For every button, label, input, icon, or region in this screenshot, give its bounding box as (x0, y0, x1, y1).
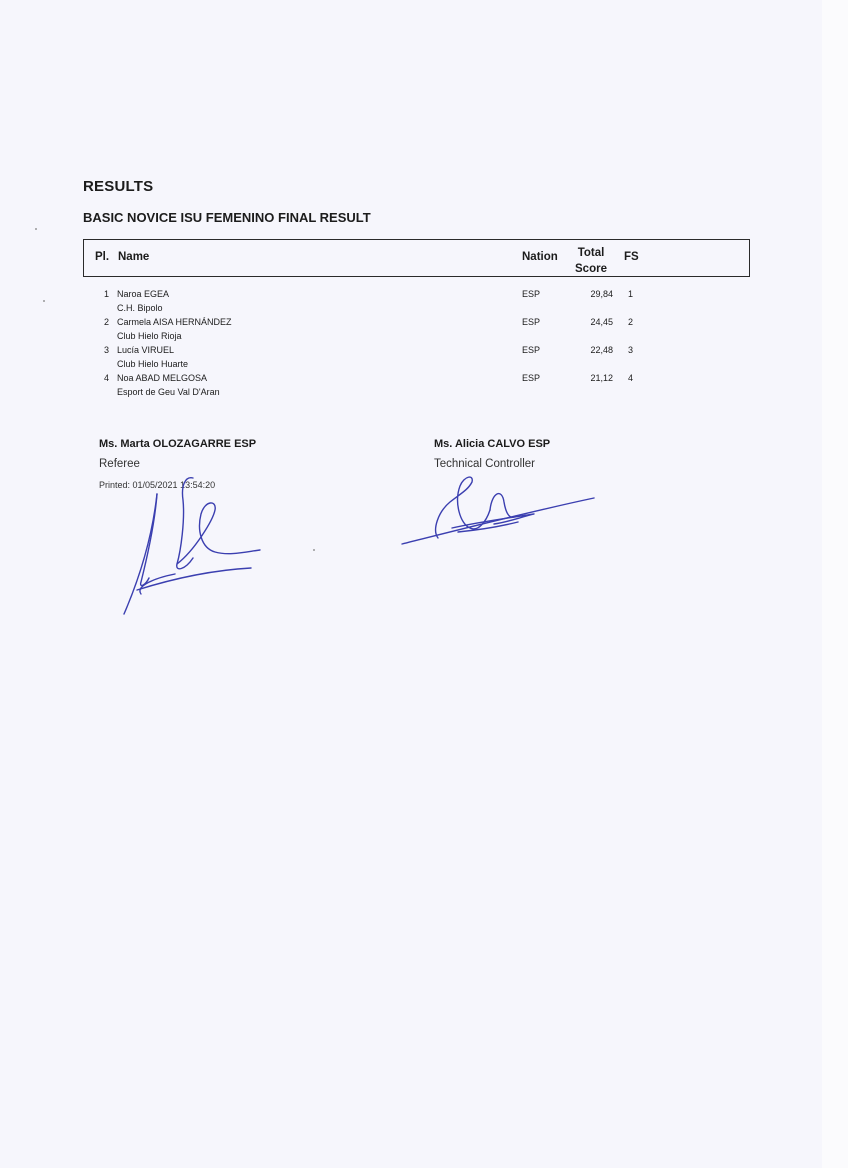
row-fs: 4 (628, 373, 634, 383)
technical-controller-signature (398, 472, 598, 552)
row-placement: 2 (103, 317, 109, 327)
header-total-score (574, 245, 608, 277)
official-technical-controller (434, 438, 550, 470)
header-placement: Pl. (95, 251, 110, 263)
row-fs: 1 (628, 289, 634, 299)
row-total-score: 24,45 (590, 317, 613, 327)
official-referee (99, 438, 256, 470)
table-row (83, 287, 750, 315)
page-title: RESULTS (83, 178, 154, 195)
header-total-line2: Score (575, 263, 607, 275)
row-club: Club Hielo Rioja (117, 331, 182, 341)
header-fs: FS (624, 251, 639, 263)
row-club: C.H. Bipolo (117, 303, 163, 313)
header-name: Name (118, 251, 150, 263)
official-role: Referee (99, 458, 140, 470)
scan-speck (43, 300, 45, 302)
row-skater-name: Naroa EGEA (117, 289, 170, 299)
row-nation: ESP (522, 317, 541, 327)
official-role: Technical Controller (434, 458, 535, 470)
row-total-score: 22,48 (590, 345, 613, 355)
row-skater-name: Noa ABAD MELGOSA (117, 373, 208, 383)
row-fs: 3 (628, 345, 634, 355)
header-total-line1: Total (577, 247, 605, 259)
scan-edge (822, 0, 848, 1168)
results-table-body (83, 287, 750, 399)
row-placement: 1 (103, 289, 109, 299)
official-name: Ms. Marta OLOZAGARRE ESP (99, 438, 257, 450)
header-nation: Nation (522, 251, 558, 263)
printed-timestamp: Printed: 01/05/2021 13:54:20 (99, 480, 216, 490)
row-placement: 3 (103, 345, 109, 355)
row-fs: 2 (628, 317, 634, 327)
scan-speck (35, 228, 37, 230)
row-total-score: 29,84 (590, 289, 613, 299)
row-skater-name: Carmela AISA HERNÁNDEZ (117, 317, 232, 327)
table-row (83, 315, 750, 343)
row-total-score: 21,12 (590, 373, 613, 383)
row-placement: 4 (103, 373, 109, 383)
row-nation: ESP (522, 289, 541, 299)
row-skater-name: Lucía VIRUEL (117, 345, 175, 355)
table-row (83, 371, 750, 399)
official-name: Ms. Alicia CALVO ESP (434, 438, 551, 450)
row-nation: ESP (522, 345, 541, 355)
row-nation: ESP (522, 373, 541, 383)
referee-signature (115, 470, 275, 620)
results-table-header (83, 239, 750, 277)
page-subtitle: BASIC NOVICE ISU FEMENINO FINAL RESULT (83, 210, 371, 225)
row-club: Club Hielo Huarte (117, 359, 189, 369)
scan-speck (313, 549, 315, 551)
table-row (83, 343, 750, 371)
row-club: Esport de Geu Val D'Aran (117, 387, 220, 397)
